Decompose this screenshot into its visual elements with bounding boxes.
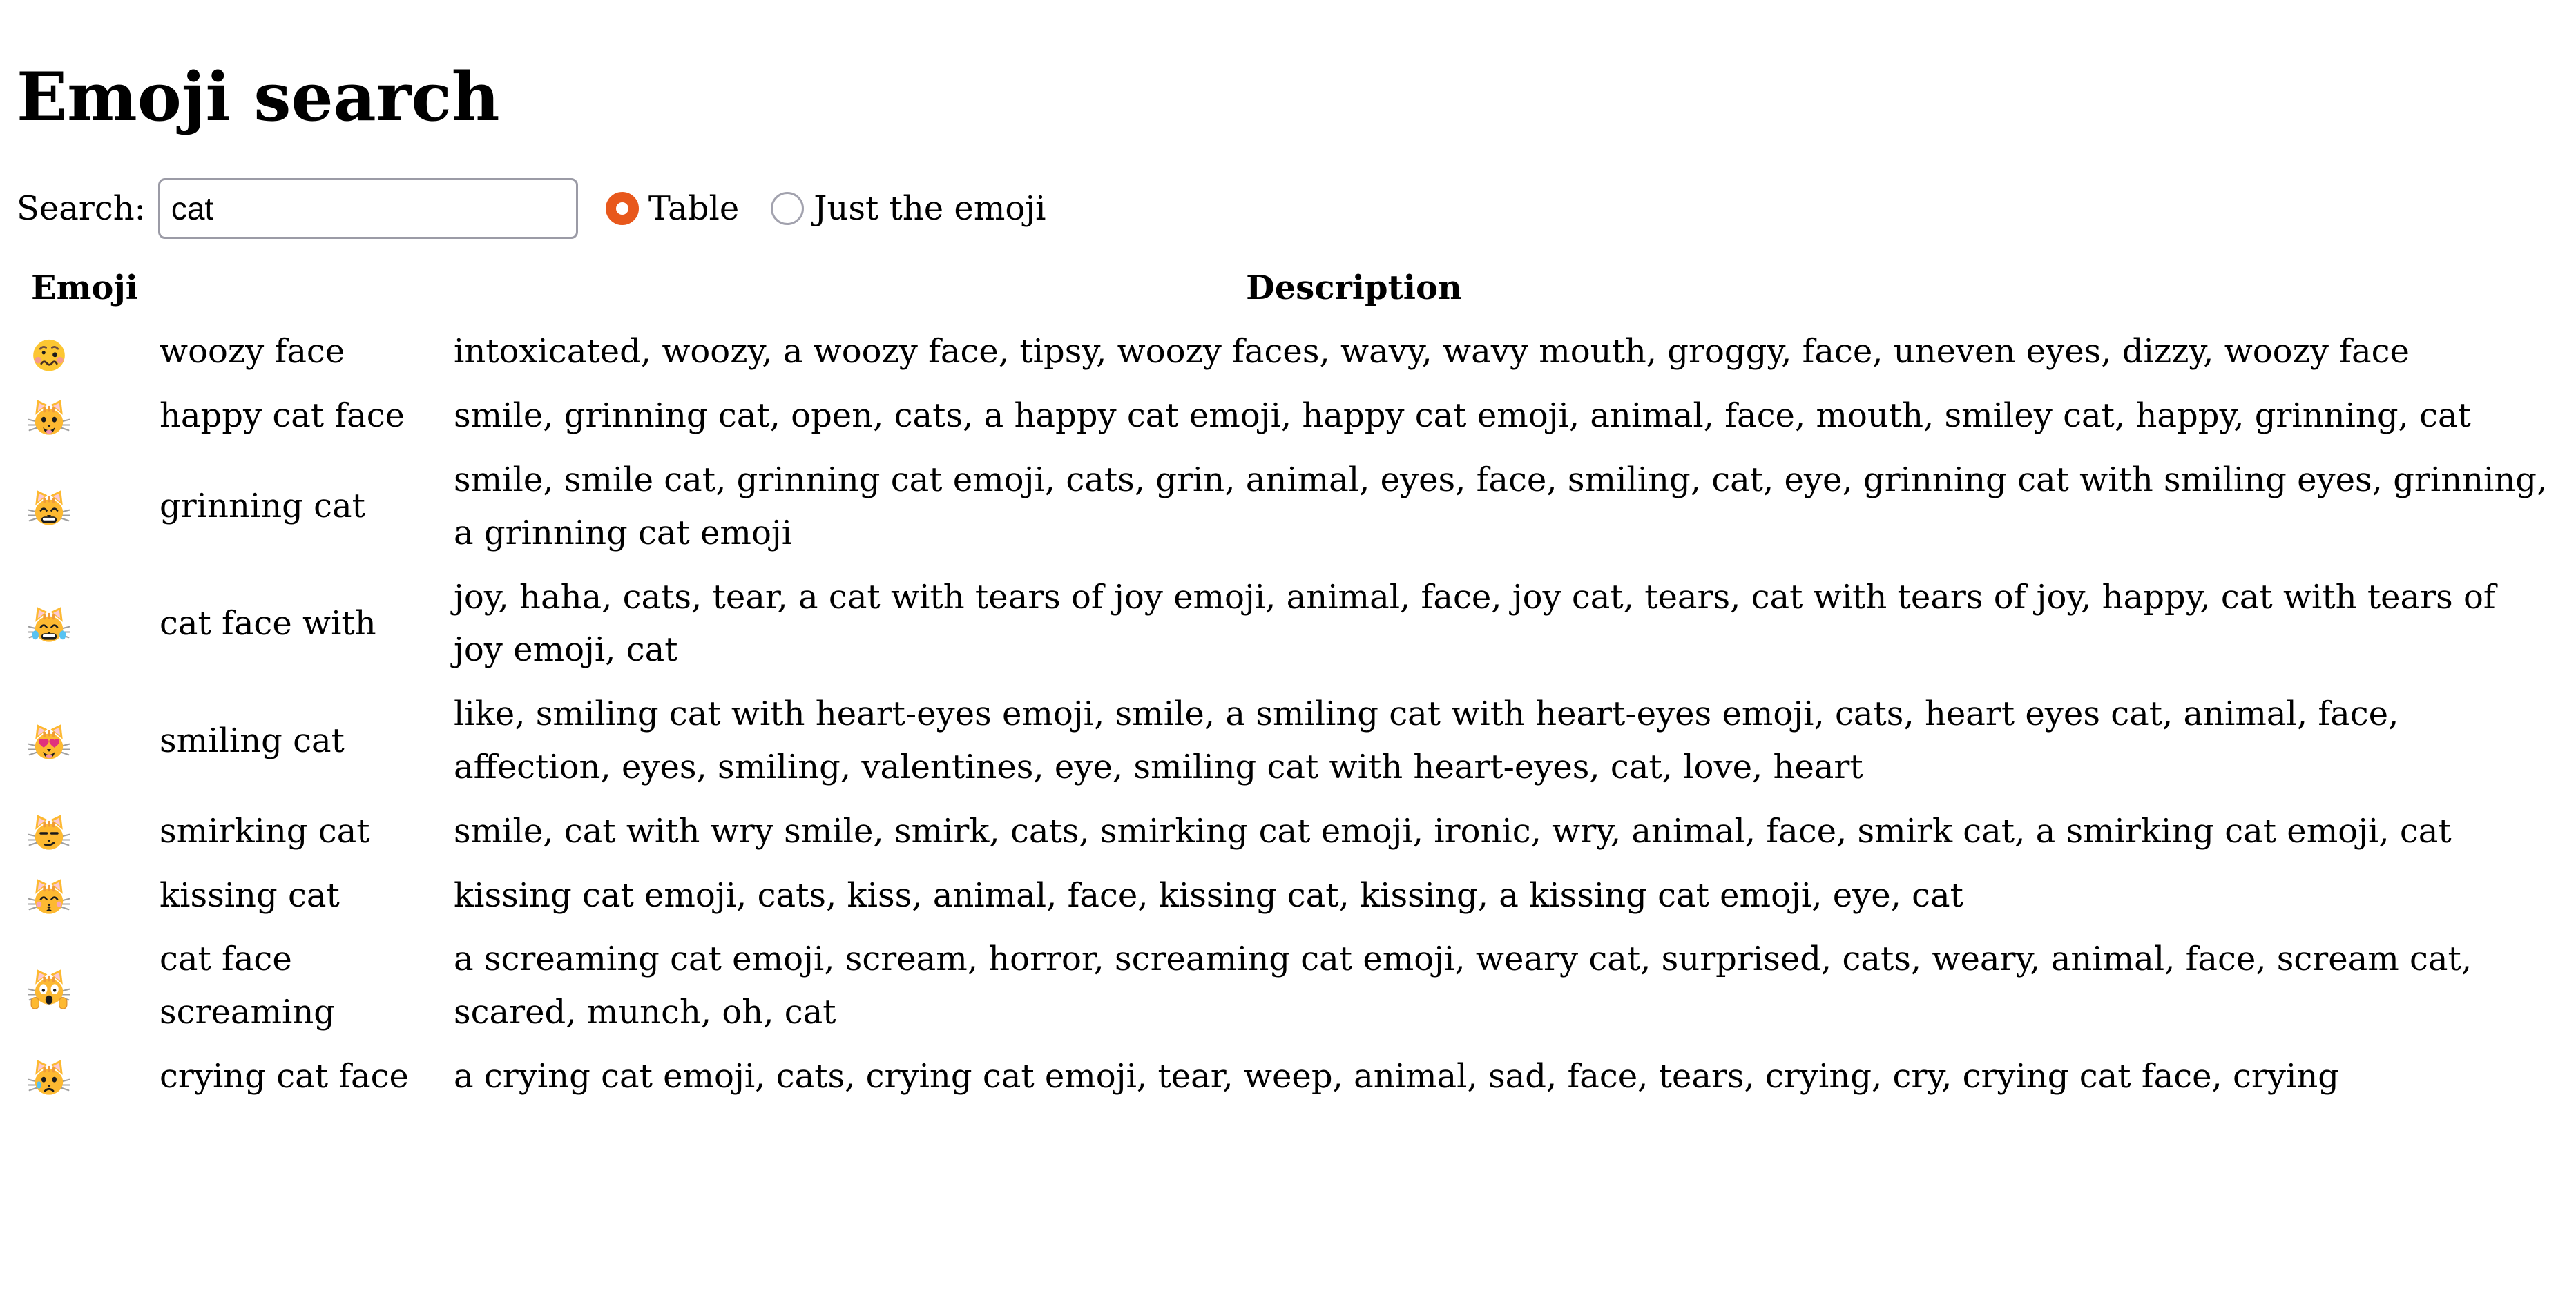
emoji-column-header: Emoji bbox=[31, 268, 138, 307]
emoji-description: smile, grinning cat, open, cats, a happy cat emoji, happy cat emoji, animal, face, mouth, smiley cat, happy, grinning, cat bbox=[454, 396, 2471, 436]
table-header-row bbox=[21, 258, 2555, 318]
emoji-cell bbox=[21, 1047, 148, 1107]
emoji-description: kissing cat emoji, cats, kiss, animal, face, kissing cat, kissing, a kissing cat emoji, eye, cat bbox=[454, 875, 1963, 915]
emoji-cell bbox=[21, 322, 148, 382]
emoji-row bbox=[21, 802, 2555, 862]
woozy-face-icon bbox=[28, 333, 70, 376]
table-view-radio[interactable] bbox=[606, 192, 639, 225]
screaming-cat-icon bbox=[28, 967, 70, 1009]
emoji-cell bbox=[21, 568, 148, 681]
heart-eyes-cat-icon bbox=[28, 721, 70, 764]
description-column-header: Description bbox=[1246, 268, 1462, 307]
smirking-cat-icon bbox=[28, 812, 70, 855]
emoji-row bbox=[21, 866, 2555, 926]
crying-cat-icon bbox=[28, 1057, 70, 1100]
emoji-description: smile, smile cat, grinning cat emoji, cats, grin, animal, eyes, face, smiling, cat, eye, grinning cat with smiling eyes, grinning, a grinning cat emoji bbox=[454, 460, 2548, 552]
emoji-cell bbox=[21, 929, 148, 1043]
emoji-description: a screaming cat emoji, scream, horror, screaming cat emoji, weary cat, surprised, cats, weary, animal, face, scream cat, scared, munch, oh, cat bbox=[454, 940, 2472, 1032]
emoji-row bbox=[21, 929, 2555, 1043]
search-input[interactable] bbox=[158, 178, 578, 239]
emoji-description: like, smiling cat with heart-eyes emoji, smile, a smiling cat with heart-eyes emoji, cats, heart eyes cat, animal, face, affection, eyes, smiling, valentines, eye, smiling cat with heart-eyes, cat, love, heart bbox=[454, 695, 2399, 786]
emoji-cell bbox=[21, 386, 148, 446]
emoji-name: smirking cat bbox=[160, 811, 370, 851]
emoji-cell bbox=[21, 450, 148, 563]
emoji-cell bbox=[21, 866, 148, 926]
page-title: Emoji search bbox=[17, 58, 500, 136]
cat-tears-of-joy-icon bbox=[28, 604, 70, 647]
emoji-row bbox=[21, 684, 2555, 797]
emoji-name: smiling cat bbox=[160, 721, 345, 760]
emoji-row bbox=[21, 322, 2555, 382]
emoji-name: grinning cat bbox=[160, 487, 365, 526]
search-label: Search: bbox=[17, 188, 146, 228]
emoji-description: intoxicated, woozy, a woozy face, tipsy, woozy faces, wavy, wavy mouth, groggy, face, uneven eyes, dizzy, woozy face bbox=[454, 332, 2410, 371]
table-body bbox=[21, 322, 2555, 1106]
emoji-description: joy, haha, cats, tear, a cat with tears of joy emoji, animal, face, joy cat, tears, cat with tears of joy, happy, cat with tears of joy emoji, cat bbox=[454, 577, 2496, 670]
emoji-results-table bbox=[17, 254, 2559, 1111]
emoji-row bbox=[21, 568, 2555, 681]
emoji-row bbox=[21, 1047, 2555, 1107]
emoji-row bbox=[21, 450, 2555, 563]
emoji-name: kissing cat bbox=[160, 875, 340, 915]
emoji-name: crying cat face bbox=[160, 1056, 409, 1096]
emoji-search-page bbox=[0, 58, 2576, 1111]
emoji-name: cat face screaming bbox=[160, 940, 335, 1032]
just-the-emoji-radio[interactable] bbox=[771, 192, 804, 225]
just-the-emoji-radio-label[interactable]: Just the emoji bbox=[814, 188, 1046, 228]
happy-cat-face-icon bbox=[28, 397, 70, 440]
emoji-name: woozy face bbox=[160, 332, 345, 371]
emoji-description: smile, cat with wry smile, smirk, cats, smirking cat emoji, ironic, wry, animal, face, smirk cat, a smirking cat emoji, cat bbox=[454, 811, 2452, 851]
table-view-radio-label[interactable]: Table bbox=[648, 188, 740, 228]
emoji-cell bbox=[21, 684, 148, 797]
search-controls bbox=[17, 178, 2559, 239]
emoji-description: a crying cat emoji, cats, crying cat emoji, tear, weep, animal, sad, face, tears, crying, cry, crying cat face, crying bbox=[454, 1056, 2339, 1096]
emoji-cell bbox=[21, 802, 148, 862]
emoji-name: cat face with bbox=[160, 603, 376, 643]
grinning-cat-icon bbox=[28, 487, 70, 530]
emoji-row bbox=[21, 386, 2555, 446]
kissing-cat-icon bbox=[28, 876, 70, 919]
emoji-name: happy cat face bbox=[160, 396, 405, 436]
